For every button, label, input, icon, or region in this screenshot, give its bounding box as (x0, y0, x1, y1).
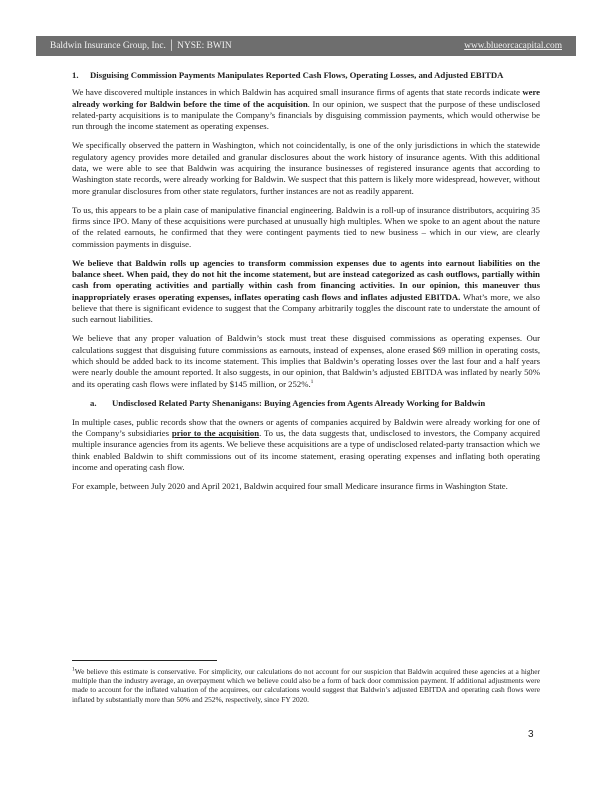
paragraph: To us, this appears to be a plain case of manipulative financial engineering. Baldwin is a roll-up of insurance distributors, acquiring 35 firms since IPO. Many of these acquisitions were purchased at unusually high multiples. When we spoke to an agent about the nature of the related earnouts, he confirmed that they were contingent payments tied to new business – which in our view, are clearly commission payments in disguise. (72, 204, 540, 249)
footnote-text: We believe this estimate is conservative. For simplicity, our calculations do not account for our suspicion that Baldwin acquired these agencies at a higher multiple than the industry average, an overpayment which we believe could also be a form of back door commission payment. If additional adjustments were made to account for the inflated valuation of the acquirees, our calculations would suggest that Baldwin’s adjusted EBITDA and operating cash flows were inflated by substantially more than 50% and 252%, respectively, since FY 2020. (72, 667, 540, 704)
subsection-title: Undisclosed Related Party Shenanigans: Buying Agencies from Agents Already Working for Baldwin (112, 397, 486, 408)
footnote-ref[interactable]: 1 (310, 378, 314, 385)
section-heading-1 (72, 70, 540, 81)
subsection-heading (72, 398, 540, 409)
section-title: Disguising Commission Payments Manipulates Reported Cash Flows, Operating Losses, and Adjusted EBITDA (90, 70, 504, 80)
subsection-number: a. (90, 397, 97, 408)
emphasis-text: were already working for Baldwin before the time of the acquisition (72, 87, 540, 109)
page-number: 3 (528, 729, 534, 740)
paragraph: For example, between July 2020 and April 2021, Baldwin acquired four small Medicare insurance firms in Washington State. (72, 480, 508, 491)
footnote-divider (72, 660, 217, 661)
paragraph: In multiple cases, public records show that the owners or agents of companies acquired by Baldwin were already working for one of the Company’s subsidiaries prior to the acquisition. To us, the data suggests that, undisclosed to investors, the Company acquired multiple insurance agencies from its agents. We believe these acquisitions are a type of undisclosed related-party transaction which we think enabled Baldwin to shift commissions out of its income statement, erasing operating expenses and inflating both operating income and operating cash flow. (72, 416, 540, 472)
header-website-link[interactable]: www.blueorcacapital.com (464, 41, 562, 51)
page-body (72, 70, 540, 500)
emphasis-text: We believe that Baldwin rolls up agencies to transform commission expenses due to agents into earnout liabilities on the balance sheet. When paid, they do not hit the income statement, but are instead categorized as cash outflows, partially within cash from operating activities and partially within cash from financing activities. In our opinion, this maneuver thus inappropriately erases operating expenses, inflates operating cash flows and inflates adjusted EBITDA. (72, 257, 540, 302)
paragraph: We specifically observed the pattern in Washington, which not coincidentally, is one of the only jurisdictions in which the statewide regulatory agency provides more detailed and granular disclosures about the work history of insurance agents. With this additional data, we were able to see that Baldwin was acquiring the insurance businesses of registered insurance agents that according to Washington state records, were already working for Baldwin. We suspect that this pattern is likely more widespread, however, without more granular disclosures from other state regulators, further instances are not as readily apparent. (72, 140, 540, 196)
footnote-number: 1 (72, 666, 75, 673)
underlined-emphasis: prior to the acquisition (171, 427, 260, 438)
footnote (72, 667, 540, 704)
header-company: Baldwin Insurance Group, Inc. │ NYSE: BWIN (50, 41, 232, 51)
paragraph: We have discovered multiple instances in which Baldwin has acquired small insurance firms of agents that state records indicate were already working for Baldwin before the time of the acquisition. In our opinion, we suspect that the purpose of these undisclosed related-party acquisitions is to manipulate the Company’s financials by disguising commission payments, which would otherwise be run through the income statement as operating expenses. (72, 87, 540, 132)
paragraph: We believe that any proper valuation of Baldwin’s stock must treat these disguised commissions as operating expenses. Our calculations suggest that disguising future commissions as earnouts, instead of expenses, alone erased $69 million in operating costs, which should be added back to its income statement. This implies that Baldwin’s operating losses over the last four and a half years were nearly double the amount reported. It also suggests, in our opinion, that Baldwin’s adjusted EBITDA was inflated by nearly 50% and its operating cash flows were inflated by $145 million, or 252%.$^1$ (72, 333, 540, 389)
paragraph: We believe that Baldwin rolls up agencies to transform commission expenses due to agents into earnout liabilities on the balance sheet. When paid, they do not hit the income statement, but are instead categorized as cash outflows, partially within cash from operating activities and partially within cash from financing activities. In our opinion, this maneuver thus inappropriately erases operating expenses, inflates operating cash flows and inflates adjusted EBITDA. What’s more, we also believe that there is significant evidence to suggest that the Company arbitrarily toggles the discount rate to understate the amount of such earnout liabilities. (72, 257, 540, 325)
section-number: 1. (72, 70, 79, 80)
page-header (36, 36, 576, 56)
